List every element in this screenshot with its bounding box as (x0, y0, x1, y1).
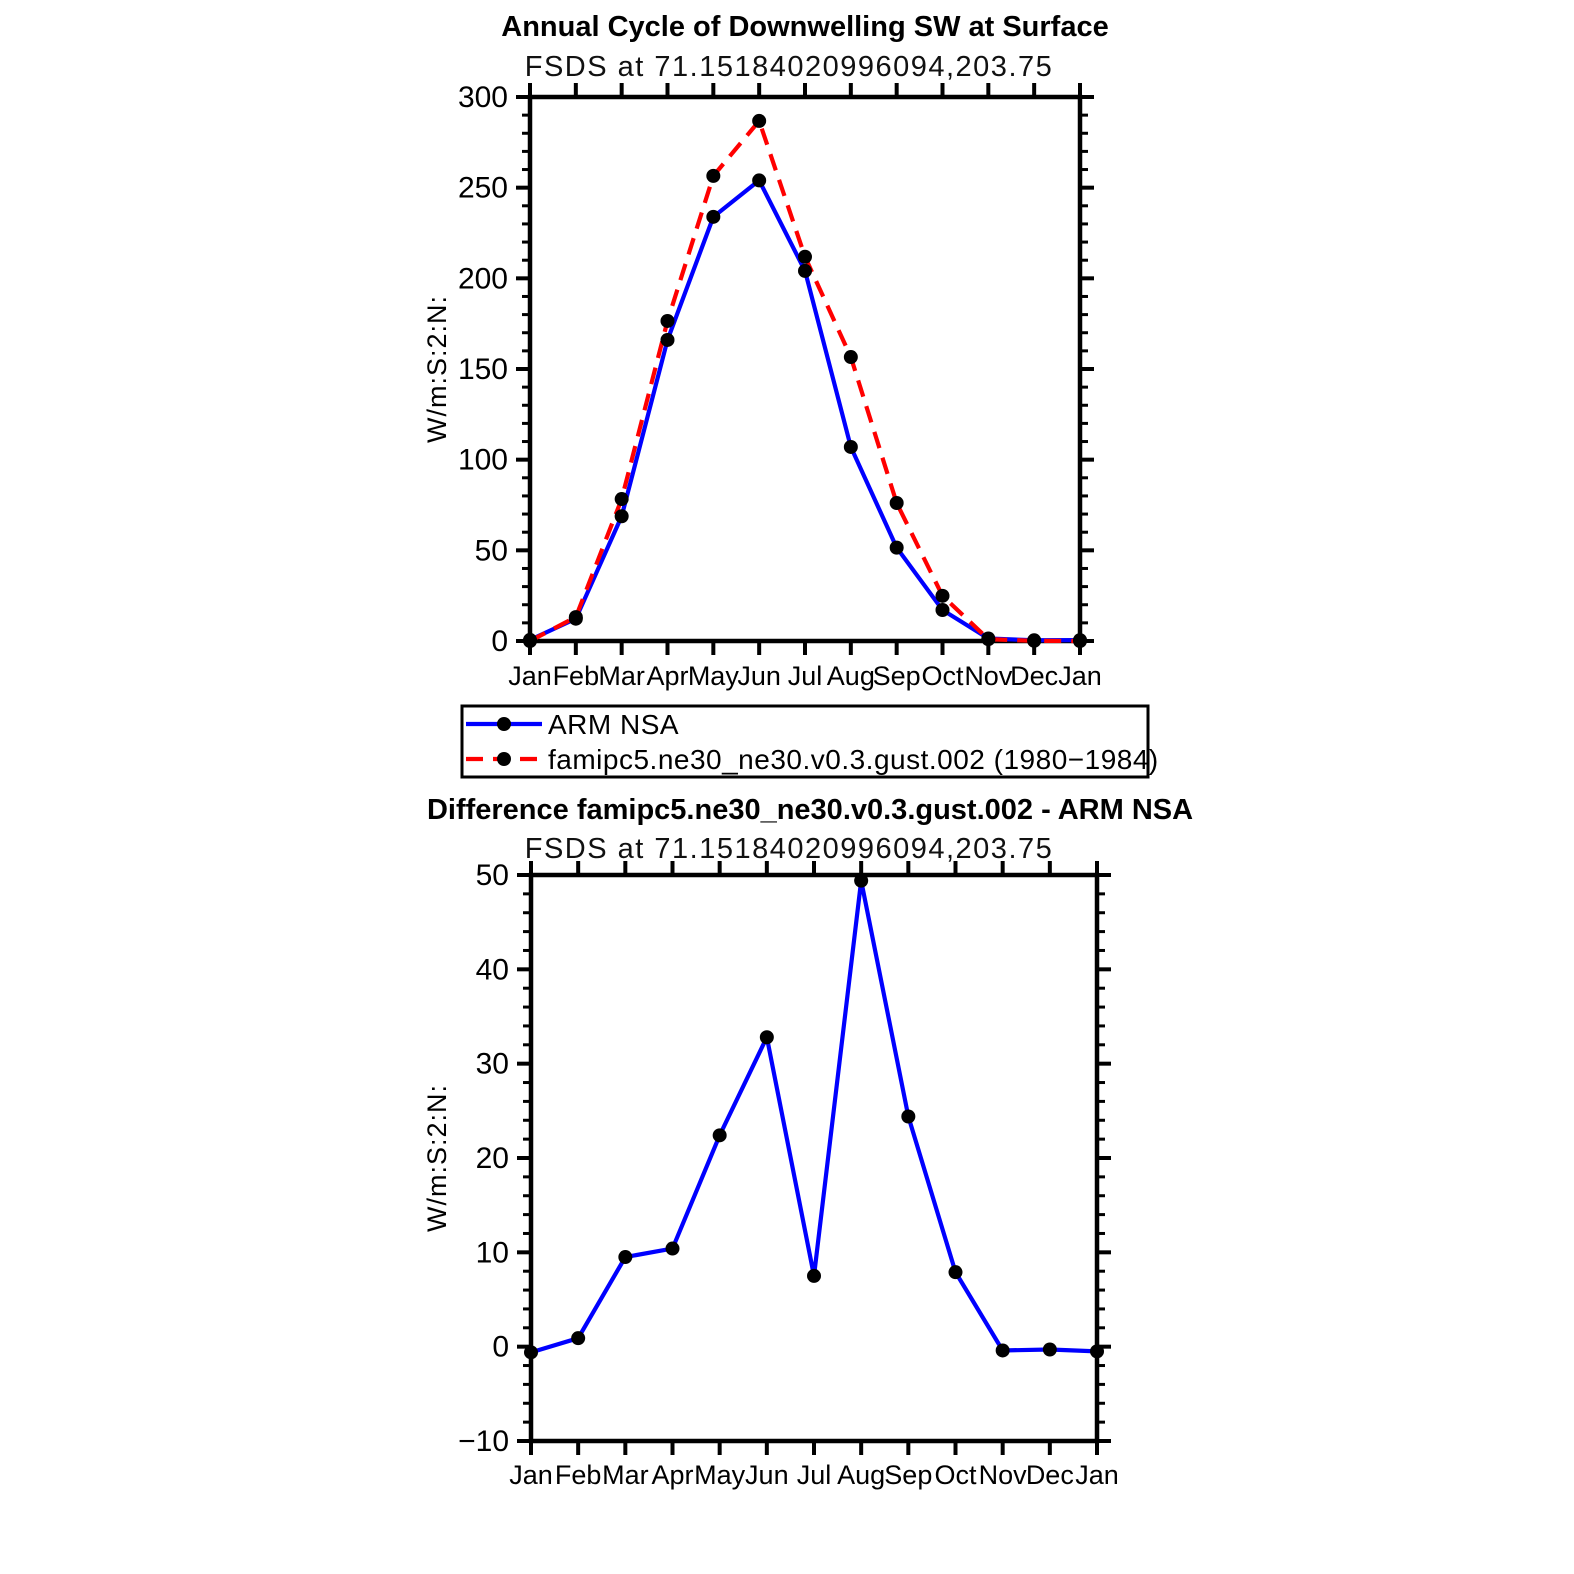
data-point (996, 1343, 1010, 1357)
x-tick-label: Dec (1010, 661, 1059, 691)
x-tick-label: Jul (787, 661, 823, 691)
legend-label: ARM NSA (548, 709, 680, 740)
x-tick-label: Oct (921, 661, 964, 691)
x-tick-label: Mar (602, 1460, 649, 1490)
top-chart-subtitle: FSDS at 71.15184020996094,203.75 (524, 51, 1054, 83)
y-axis-title: W/m:S:2:N: (422, 1083, 452, 1233)
y-tick-label: 250 (457, 171, 508, 205)
y-tick-label: 50 (474, 534, 508, 568)
bottom-chart-subtitle: FSDS at 71.15184020996094,203.75 (524, 833, 1054, 865)
data-point (1043, 1342, 1057, 1356)
x-tick-label: Jan (1075, 1460, 1119, 1490)
legend-marker (497, 752, 511, 766)
x-tick-label: May (687, 661, 739, 691)
data-point (981, 632, 995, 646)
arm-nsa-line (530, 180, 1080, 640)
data-point (901, 1109, 915, 1123)
legend-label: famipc5.ne30_ne30.v0.3.gust.002 (1980−1984) (548, 744, 1159, 775)
data-point (890, 496, 904, 510)
x-tick-label: May (694, 1460, 746, 1490)
top-chart-title: Annual Cycle of Downwelling SW at Surface (501, 11, 1109, 43)
legend (462, 706, 1159, 777)
difference-chart (422, 859, 1119, 1490)
x-tick-label: Feb (552, 661, 600, 691)
x-tick-label: Jul (796, 1460, 832, 1490)
data-point (618, 1250, 632, 1264)
y-tick-label: 30 (475, 1047, 509, 1081)
data-point (666, 1242, 680, 1256)
x-tick-label: Jan (1058, 661, 1102, 691)
data-point (1027, 634, 1041, 648)
x-tick-label: Jun (745, 1460, 789, 1490)
plot-frame (530, 97, 1080, 641)
legend-marker (497, 717, 511, 731)
x-tick-label: Jan (509, 1460, 553, 1490)
y-tick-label: 300 (457, 81, 508, 114)
data-point (936, 603, 950, 617)
x-tick-label: Apr (646, 661, 689, 691)
x-tick-label: Mar (598, 661, 645, 691)
data-point (713, 1128, 727, 1142)
x-tick-label: Jan (508, 661, 552, 691)
annual-cycle-chart (422, 81, 1102, 691)
x-tick-label: Aug (837, 1460, 886, 1490)
x-tick-label: Nov (978, 1460, 1027, 1490)
x-tick-label: Jun (737, 661, 781, 691)
x-tick-label: Oct (934, 1460, 977, 1490)
x-tick-label: Aug (826, 661, 875, 691)
x-tick-label: Apr (651, 1460, 694, 1490)
y-axis-title: W/m:S:2:N: (422, 294, 452, 444)
x-tick-label: Nov (964, 661, 1013, 691)
data-point (706, 210, 720, 224)
x-tick-label: Dec (1025, 1460, 1074, 1490)
y-tick-label: 100 (457, 443, 508, 477)
y-tick-label: 40 (475, 953, 509, 987)
data-point (615, 509, 629, 523)
y-tick-label: 0 (491, 625, 508, 658)
data-point (936, 589, 950, 603)
famipc5-ne30-ne30-v0-3-gust-002-1980-1984-line (530, 121, 1080, 641)
data-point (949, 1265, 963, 1279)
data-point (752, 173, 766, 187)
data-point (569, 610, 583, 624)
x-tick-label: Sep (884, 1460, 933, 1490)
y-tick-label: 20 (475, 1142, 509, 1175)
data-point (571, 1331, 585, 1345)
plot-frame (531, 875, 1097, 1441)
data-point (1073, 634, 1087, 648)
y-tick-label: −10 (458, 1425, 509, 1458)
y-tick-label: 200 (457, 262, 508, 296)
data-point (523, 634, 537, 648)
data-point (661, 314, 675, 328)
data-point (752, 114, 766, 128)
data-point (1090, 1344, 1104, 1358)
y-tick-label: 10 (475, 1236, 509, 1270)
data-point (524, 1345, 538, 1359)
data-point (807, 1269, 821, 1283)
data-point (844, 350, 858, 364)
data-point (706, 169, 720, 183)
data-point (844, 440, 858, 454)
y-tick-label: 150 (457, 353, 508, 386)
data-point (890, 541, 904, 555)
data-point (798, 264, 812, 278)
data-point (615, 492, 629, 506)
data-point (854, 874, 868, 888)
x-tick-label: Sep (872, 661, 921, 691)
x-tick-label: Feb (554, 1460, 602, 1490)
y-tick-label: 50 (475, 859, 509, 892)
data-point (661, 333, 675, 347)
data-point (798, 250, 812, 264)
data-point (760, 1030, 774, 1044)
y-tick-label: 0 (492, 1330, 509, 1364)
bottom-chart-title: Difference famipc5.ne30_ne30.v0.3.gust.002 - ARM NSA (426, 794, 1194, 826)
